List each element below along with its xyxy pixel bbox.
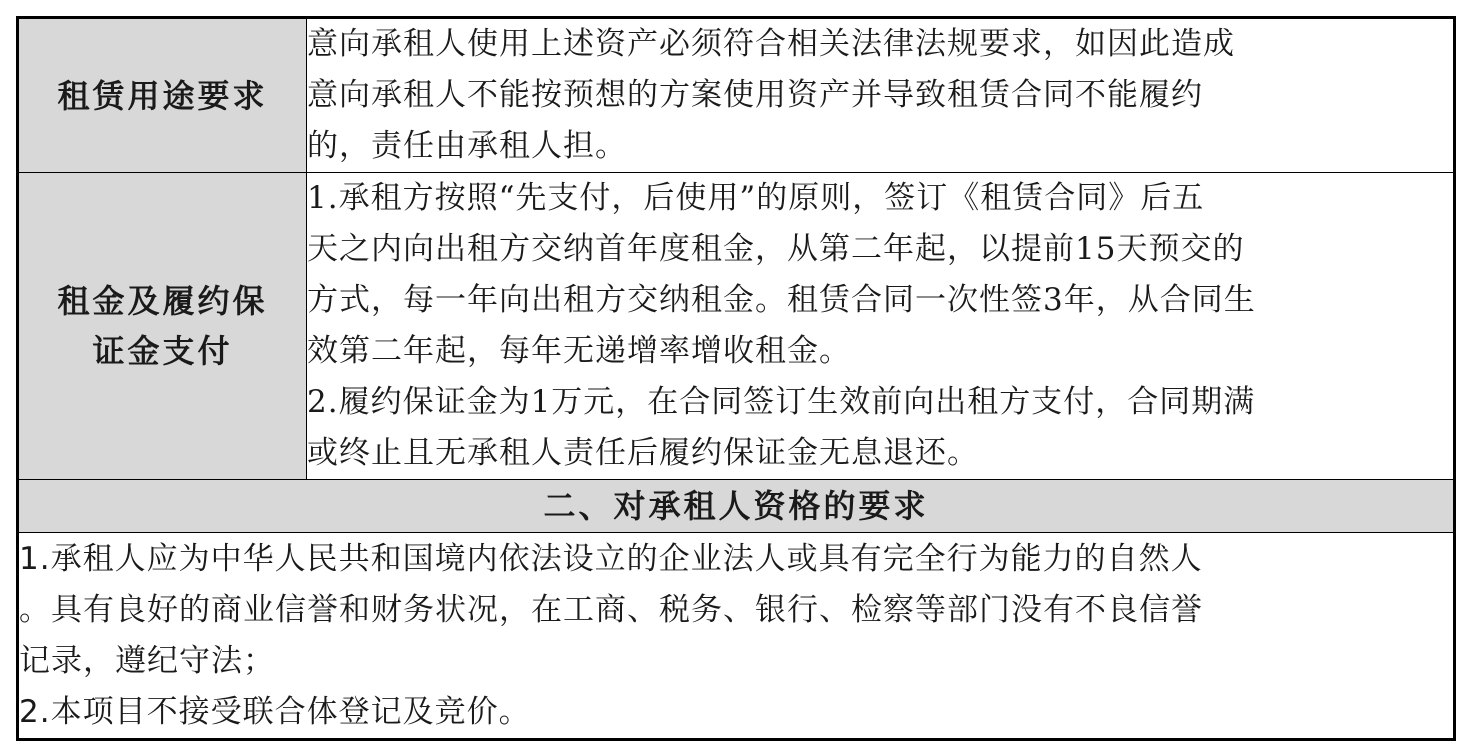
document-table <box>16 16 1456 741</box>
table-row <box>19 533 1454 739</box>
table-row <box>19 173 1454 480</box>
row-label-usage <box>19 19 307 173</box>
row-label-payment <box>19 173 307 480</box>
row-content-usage <box>307 19 1454 173</box>
table-row <box>19 19 1454 173</box>
content-line: 方式，每一年向出租方交纳租金。租赁合同一次性签3年，从合同生 <box>307 282 1256 318</box>
content-line: 意向承租人不能按预想的方案使用资产并导致租赁合同不能履约 <box>307 77 1203 113</box>
content-line: 2.本项目不接受联合体登记及竞价。 <box>19 693 531 730</box>
content-line: 。具有良好的商业信誉和财务状况，在工商、税务、银行、检察等部门没有不良信誉 <box>19 591 1203 628</box>
label-text: 证金支付 <box>92 332 233 370</box>
content-line: 2.履约保证金为1万元，在合同签订生效前向出租方支付，合同期满 <box>307 384 1256 420</box>
content-line: 天之内向出租方交纳首年度租金，从第二年起，以提前15天预交的 <box>307 231 1245 267</box>
content-line: 的，责任由承租人担。 <box>307 128 627 164</box>
content-line: 意向承租人使用上述资产必须符合相关法律法规要求，如因此造成 <box>307 26 1235 62</box>
content-line: 记录，遵纪守法； <box>19 642 275 679</box>
content-line: 效第二年起，每年无递增率增收租金。 <box>307 333 851 369</box>
label-text: 租金及履约保 <box>57 282 268 320</box>
label-text: 租赁用途要求 <box>57 76 268 115</box>
qualification-content <box>19 533 1454 739</box>
row-content-payment <box>307 173 1454 480</box>
content-line: 或终止且无承租人责任后履约保证金无息退还。 <box>307 435 979 471</box>
section-header-row <box>19 480 1454 533</box>
requirements-table <box>18 18 1454 739</box>
content-line: 1.承租人应为中华人民共和国境内依法设立的企业法人或具有完全行为能力的自然人 <box>19 540 1203 577</box>
section-title: 二、对承租人资格的要求 <box>19 480 1454 533</box>
content-line: 1.承租方按照“先支付，后使用”的原则，签订《租赁合同》后五 <box>307 180 1205 216</box>
